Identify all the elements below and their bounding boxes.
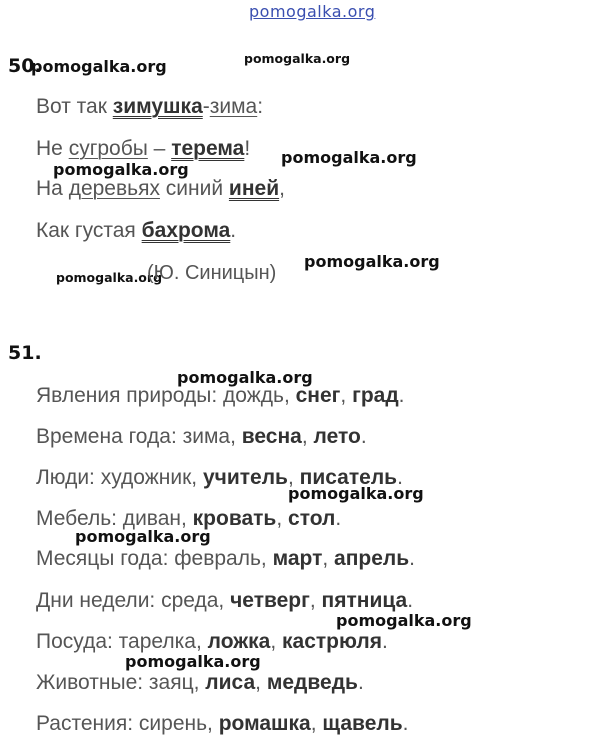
answer-word: весна [241, 425, 302, 448]
underlined-word: деревьях [68, 177, 160, 200]
row-label: Посуда: тарелка, [36, 630, 208, 653]
row-label: Мебель: диван, [36, 507, 193, 530]
punctuation: . [335, 507, 342, 530]
poem-author: (Ю. Синицын) [147, 262, 277, 284]
answer-word: град [352, 384, 399, 407]
row-label: Времена года: зима, [36, 425, 242, 448]
line-text: Вот так [36, 95, 113, 118]
punctuation: , [255, 671, 267, 694]
poem-line-2 [36, 137, 250, 161]
subject-word: зимушка [112, 95, 203, 118]
punctuation: . [360, 425, 367, 448]
punctuation: , [279, 177, 285, 200]
list-row [36, 425, 367, 449]
list-row [36, 547, 415, 571]
punctuation: . [409, 547, 416, 570]
punctuation: . [357, 671, 364, 694]
list-row [36, 671, 364, 695]
line-text: – [147, 137, 172, 160]
punctuation: , [322, 547, 335, 570]
list-row [36, 630, 388, 654]
answer-word: четверг [230, 589, 310, 612]
punctuation: , [309, 589, 322, 612]
answer-word: кровать [192, 507, 277, 530]
answer-word: лето [313, 425, 361, 448]
row-label: Явления природы: дождь, [36, 384, 296, 407]
poem-line-3 [36, 177, 285, 201]
punctuation: , [310, 712, 323, 735]
answer-word: лиса [205, 671, 256, 694]
watermark: pomogalka.org [56, 270, 163, 285]
line-text: синий [159, 177, 229, 200]
punctuation: , [276, 507, 289, 530]
answer-word: кастрюля [282, 630, 383, 653]
punctuation: ! [244, 137, 251, 160]
watermark: pomogalka.org [288, 484, 424, 503]
watermark: pomogalka.org [244, 51, 351, 66]
row-label: Люди: художник, [36, 466, 203, 489]
row-label: Месяцы года: февраль, [36, 547, 273, 570]
line-text: Как густая [36, 219, 142, 242]
subject-word: иней [228, 177, 280, 200]
punctuation: , [340, 384, 353, 407]
punctuation: . [402, 712, 409, 735]
watermark: pomogalka.org [125, 652, 261, 671]
watermark: pomogalka.org [304, 252, 440, 271]
punctuation: , [287, 466, 300, 489]
exercise-50-number: 50. [8, 55, 42, 77]
punctuation: . [397, 466, 403, 489]
line-text: Не [36, 137, 69, 160]
answer-word: ложка [207, 630, 271, 653]
answer-word: щавель [322, 712, 403, 735]
answer-word: ромашка [218, 712, 311, 735]
answer-word: апрель [334, 547, 410, 570]
subject-word: терема [171, 137, 245, 160]
punctuation: , [270, 630, 283, 653]
watermark: pomogalka.org [177, 368, 313, 387]
subject-word: бахрома [141, 219, 231, 242]
line-text: На [36, 177, 69, 200]
line-text: - [202, 95, 210, 118]
punctuation: , [301, 425, 314, 448]
row-label: Растения: сирень, [36, 712, 219, 735]
poem-line-4 [36, 219, 236, 243]
watermark: pomogalka.org [336, 611, 472, 630]
answer-word: стол [288, 507, 336, 530]
answer-word: писатель [299, 466, 398, 489]
watermark-top[interactable]: pomogalka.org [249, 2, 376, 21]
answer-word: пятница [321, 589, 408, 612]
answer-word: снег [295, 384, 341, 407]
underlined-word: сугробы [68, 137, 148, 160]
watermark: pomogalka.org [53, 160, 189, 179]
poem-line-1 [36, 95, 263, 119]
answer-word: медведь [266, 671, 358, 694]
watermark: pomogalka.org [281, 148, 417, 167]
underlined-word: зима [209, 95, 258, 118]
exercise-51-number: 51. [8, 342, 42, 364]
punctuation: . [398, 384, 405, 407]
row-label: Дни недели: среда, [36, 589, 231, 612]
list-row [36, 589, 413, 613]
answer-word: март [272, 547, 323, 570]
answer-word: учитель [202, 466, 288, 489]
list-row [36, 384, 405, 408]
punctuation: . [230, 219, 237, 242]
list-row [36, 712, 408, 736]
watermark: pomogalka.org [31, 57, 167, 76]
row-label: Животные: заяц, [36, 671, 206, 694]
punctuation: . [382, 630, 388, 653]
punctuation: . [407, 589, 414, 612]
watermark: pomogalka.org [75, 527, 211, 546]
punctuation: : [257, 95, 264, 118]
